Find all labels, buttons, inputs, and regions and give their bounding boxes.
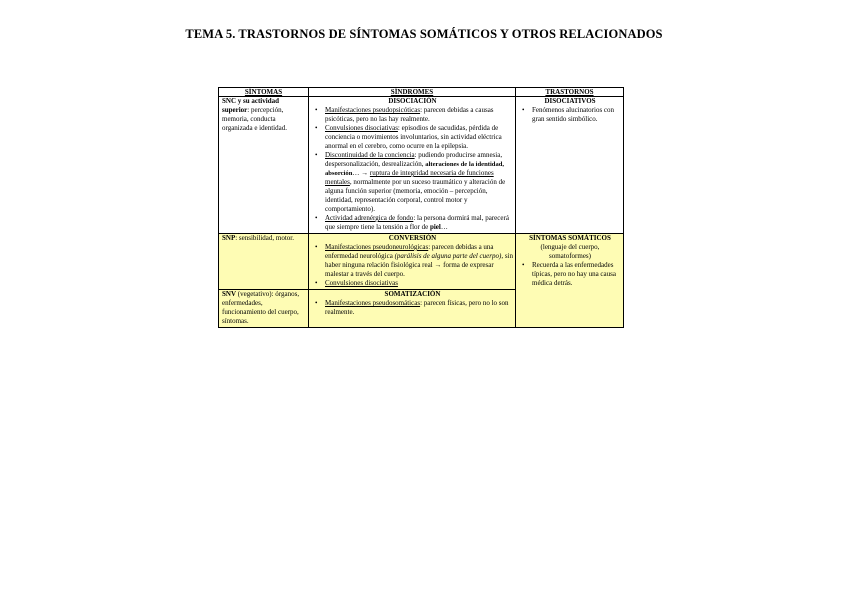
sintomas-snv-text: (vegetativo): órganos, enfermedades, funcionamiento del cuerpo, síntomas. <box>222 290 300 325</box>
sintomas-snv-label: SNV <box>222 290 237 298</box>
trastorno-somaticos-cell <box>516 234 624 328</box>
somatizacion-list <box>312 299 513 317</box>
item-text: : parecen debidas a causas psicóticas, pero no las hay realmente. <box>325 106 494 123</box>
list-item <box>312 279 513 288</box>
sintomas-snp-text: : sensibilidad, motor. <box>235 234 294 242</box>
list-item <box>312 243 513 279</box>
list-item: • Recuerda a las enfermedades típicas, pero no hay una causa médica detrás. <box>519 261 621 288</box>
sintomas-snp-label: SNP <box>222 234 236 242</box>
trastorno-disociativos-cell <box>516 97 624 234</box>
sintomas-snc-text: : percepción, memoria, conducta organizada e identidad. <box>222 106 287 132</box>
item-term: Actividad adrenérgica de fondo <box>325 214 414 222</box>
item-text: , sin haber ninguna relación fisiológica real → forma de expresar malestar a través del cuerpo. <box>325 252 513 278</box>
arrow-text: … → <box>352 169 370 177</box>
header-trastornos: TRASTORNOS <box>516 88 624 97</box>
item-term: Discontinuidad de la conciencia <box>325 151 415 159</box>
sintomas-snp-cell <box>219 234 309 290</box>
list-item <box>312 299 513 317</box>
conversion-list <box>312 243 513 288</box>
item-term: Manifestaciones pseudopsicóticas <box>325 106 421 114</box>
item-text: : pudiendo producirse amnesia, despersonalización, desrealización, <box>325 151 503 168</box>
list-item <box>312 214 513 232</box>
item-term: Manifestaciones pseudosomáticas <box>325 299 421 307</box>
list-item <box>312 151 513 214</box>
disociacion-list <box>312 106 513 232</box>
item-term: ruptura de integridad necesaria de funciones mentales <box>325 169 494 186</box>
item-text: : parecen debidas a una enfermedad neurológica <box>325 243 494 260</box>
table-row-snp <box>219 234 624 290</box>
document-title: TEMA 5. TRASTORNOS DE SÍNTOMAS SOMÁTICOS Y OTROS RELACIONADOS <box>185 27 663 41</box>
item-text: , normalmente por un suceso traumático y alteración de alguna función superior (memoria, emoción – percepción, identidad, representación corporal, control motor y comportamiento). <box>325 178 506 213</box>
sintomas-snc-label: SNC y su actividad superior <box>222 97 279 114</box>
sindrome-somatizacion-title: SOMATIZACIÓN <box>384 290 441 298</box>
sindrome-disociacion-cell <box>309 97 516 234</box>
sindrome-disociacion-title: DISOCIACIÓN <box>388 97 437 105</box>
item-term: Convulsiones disociativas <box>325 279 398 287</box>
table-row-snc <box>219 97 624 234</box>
header-sintomas: SÍNTOMAS <box>219 88 309 97</box>
header-sindromes: SÍNDROMES <box>309 88 516 97</box>
sindrome-conversion-cell <box>309 234 516 290</box>
item-text: : parecen físicas, pero no lo son realmente. <box>325 299 509 316</box>
item-text: : la persona dormirá mal, parecerá que siempre tiene la tensión a flor de <box>325 214 509 231</box>
somaticos-list <box>519 261 621 288</box>
trastorno-somaticos-title: SÍNTOMAS SOMÁTICOS <box>529 234 611 242</box>
item-text: … <box>440 223 448 231</box>
item-bold-text: alteraciones de la identidad, absorción <box>325 161 505 177</box>
list-item <box>312 106 513 124</box>
item-term: Manifestaciones pseudoneurológicas <box>325 243 429 251</box>
trastorno-somaticos-subtitle: (lenguaje del cuerpo, somatoformes) <box>540 243 600 260</box>
sintomas-snv-cell <box>219 290 309 328</box>
list-item: • Fenómenos alucinatorios con gran sentido simbólico. <box>519 106 621 124</box>
sindrome-conversion-title: CONVERSIÓN <box>388 234 437 242</box>
disociativos-list <box>519 106 621 124</box>
item-italic-text: (parálisis de alguna parte del cuerpo) <box>394 252 502 260</box>
item-term: Convulsiones disociativas <box>325 124 398 132</box>
syndromes-table <box>218 87 624 328</box>
trastorno-disociativos-title: DISOCIATIVOS <box>544 97 596 105</box>
item-bold-text: piel <box>429 223 441 231</box>
item-text: : episodios de sacudidas, pérdida de conciencia o movimientos involuntarios, sin actividad eléctrica anormal en el cerebro, como ocurre en la epilepsia. <box>325 124 502 150</box>
sintomas-snc-cell <box>219 97 309 234</box>
sindrome-somatizacion-cell <box>309 290 516 328</box>
table-header-row <box>219 88 624 97</box>
list-item <box>312 124 513 151</box>
